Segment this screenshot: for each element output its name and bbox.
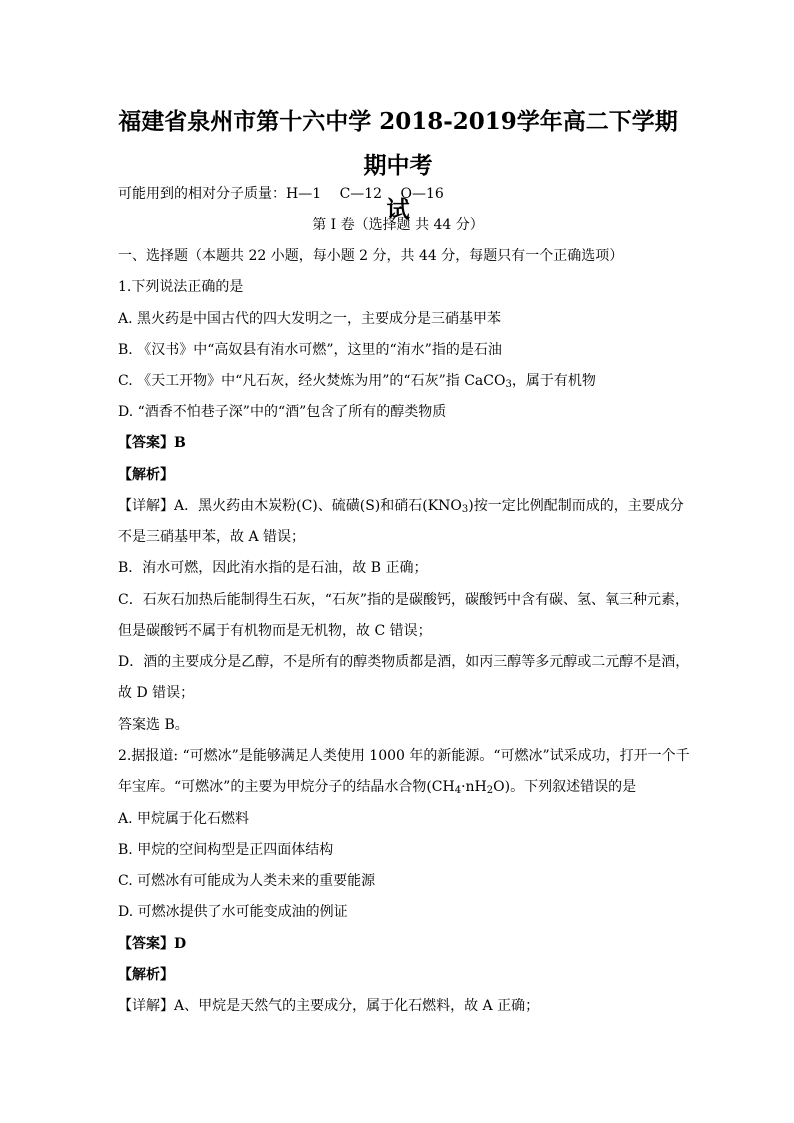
q2-option-b: B. 甲烷的空间构型是正四面体结构	[118, 842, 334, 858]
q2-stem-line-2	[118, 777, 678, 797]
q1-detail-5: 但是碳酸钙不属于有机物而是无机物，故 C 错误；	[118, 623, 432, 639]
q1-detail-3: B．洧水可燃，因此洧水指的是石油，故 B 正确；	[118, 560, 428, 576]
q2-formula-subscript-2: 2	[486, 785, 494, 796]
q1-detail-7: 故 D 错误；	[118, 685, 195, 701]
q2-analysis-label: 【解析】	[118, 967, 174, 983]
q1-detail-4: C．石灰石加热后能制得生石灰，“石灰”指的是碳酸钙，碳酸钙中含有碳、氢、氧三种元素，	[118, 592, 690, 608]
q1-stem: 1.下列说法正确的是	[118, 279, 244, 295]
title-line-2: 试	[386, 196, 410, 223]
q2-answer: 【答案】D	[118, 936, 187, 952]
q1-option-c	[118, 371, 678, 391]
relative-mass-note: 可能用到的相对分子质量：H—1 C—12 O—16	[118, 186, 444, 202]
q1-detail-1-tail: )按一定比例配制而成的，主要成分	[468, 498, 684, 514]
q1-option-c-tail: ，属于有机物	[511, 373, 596, 389]
document-title	[118, 100, 678, 232]
section-heading: 第 I 卷（选择题 共 44 分）	[312, 217, 484, 233]
q2-option-d: D. 可燃冰提供了水可能变成油的例证	[118, 904, 348, 920]
q1-option-a: A. 黑火药是中国古代的四大发明之一，主要成分是三硝基甲苯	[118, 311, 502, 327]
q2-formula-subscript-4: 4	[454, 785, 462, 796]
q2-option-a: A. 甲烷属于化石燃料	[118, 811, 250, 827]
q2-stem-line-2-text: 年宝库。“可燃冰”的主要为甲烷分子的结晶水合物(CH	[118, 779, 455, 795]
q1-option-c-subscript: 3	[505, 379, 512, 390]
q2-formula-mid: ·nH	[461, 779, 487, 795]
q1-detail-1-text: 【详解】A．黑火药由木炭粉(C)、硫磺(S)和硝石(KNO	[118, 498, 462, 514]
q1-option-b: B. 《汉书》中“高奴县有洧水可燃”，这里的“洧水”指的是石油	[118, 342, 502, 358]
q1-analysis-label: 【解析】	[118, 467, 174, 483]
q2-detail-1: 【详解】A、甲烷是天然气的主要成分，属于化石燃料，故 A 正确；	[118, 998, 540, 1014]
q2-stem-line-2-tail: O)。下列叙述错误的是	[493, 779, 637, 795]
q1-answer: 【答案】B	[118, 435, 186, 451]
q2-option-c: C. 可燃冰有可能成为人类未来的重要能源	[118, 873, 376, 889]
q1-detail-1	[118, 496, 684, 516]
q1-option-c-text: C. 《天工开物》中“凡石灰，经火焚炼为用”的“石灰”指 CaCO	[118, 373, 506, 389]
q1-detail-6: D．酒的主要成分是乙醇，不是所有的醇类物质都是酒，如丙三醇等多元醇或二元醇不是酒，	[118, 654, 690, 670]
q1-detail-2: 不是三硝基甲苯，故 A 错误；	[118, 529, 306, 545]
title-line-1: 福建省泉州市第十六中学 2018-2019学年高二下学期期中考	[118, 108, 678, 179]
q1-detail-1-subscript: 3	[461, 504, 469, 515]
q1-option-d: D. “酒香不怕巷子深”中的“酒”包含了所有的醇类物质	[118, 404, 447, 420]
q2-stem-line-1: 2.据报道: “可燃冰”是能够满足人类使用 1000 年的新能源。“可燃冰”试采成功，打开一个千	[118, 748, 690, 764]
section-instructions: 一、选择题（本题共 22 小题，每小题 2 分，共 44 分，每题只有一个正确选项）	[118, 248, 624, 264]
q1-conclusion: 答案选 B。	[118, 717, 189, 733]
